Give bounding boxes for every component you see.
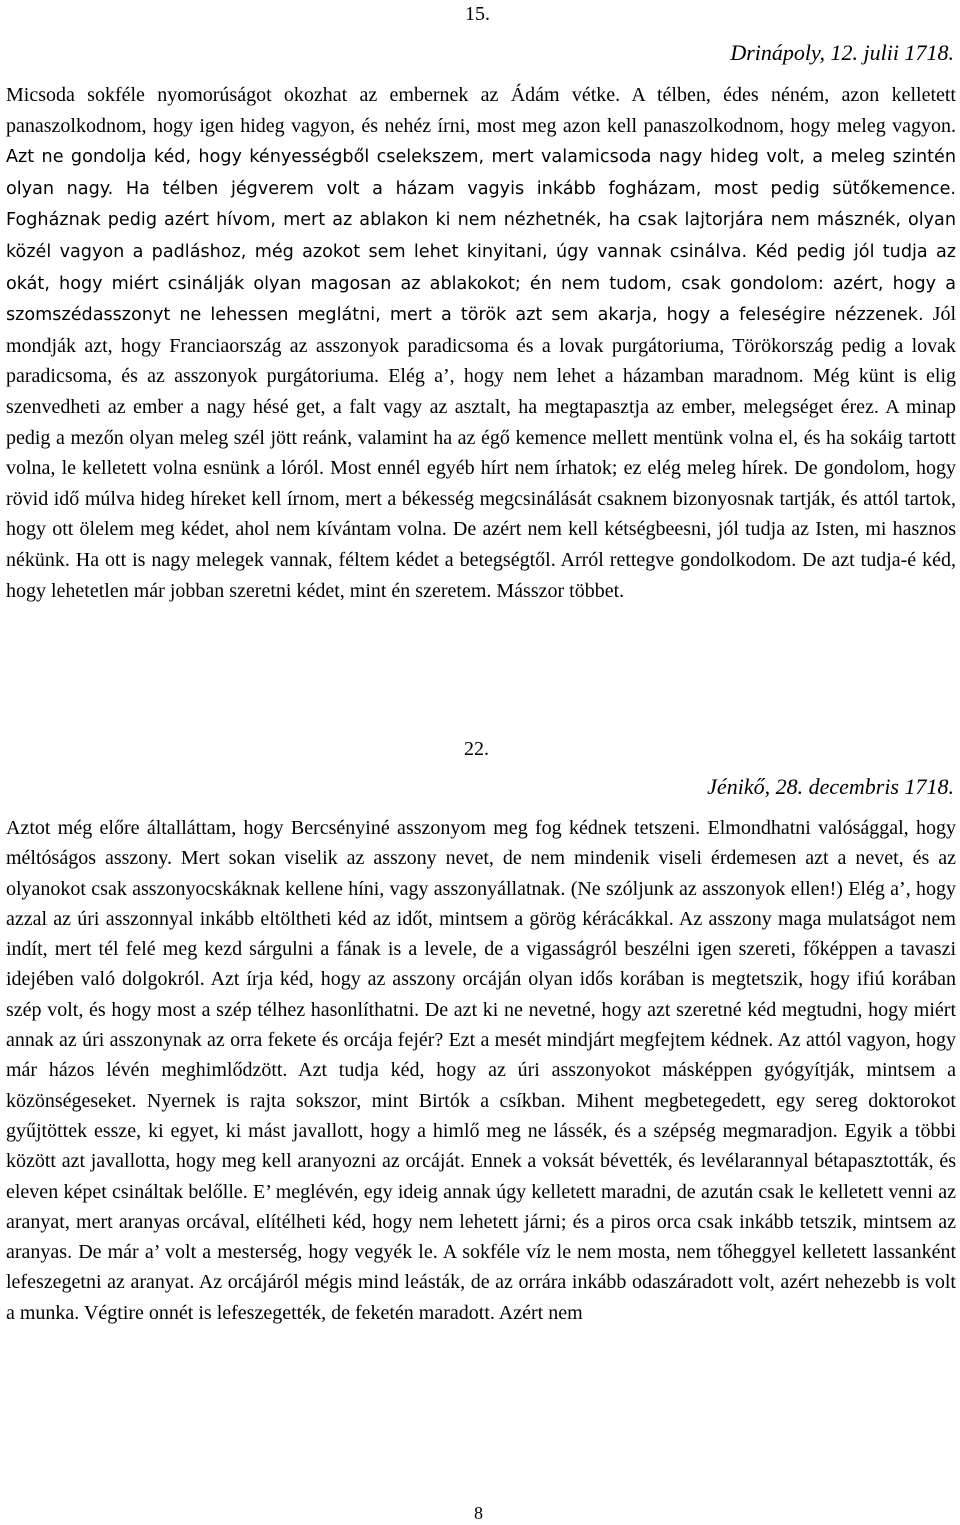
letter-paragraph-segment: Jól mondják azt, hogy Franciaország az asszonyok paradicsoma és a lovak purgátoriuma, Törökország pedig a lovak paradicsoma, és az asszonyok purgátoriuma. Elég a’, hogy nem lehet a házamban maradnom. Még künt is elig szenvedheti az ember a nagy hésé get, a falt vagy az asztalt, ha megtapasztja az ember, melegséget érez. A minap pedig a mezőn olyan meleg szél jött reánk, valamint ha az égő kemence mellett mentünk volna el, és ha sokáig tartott volna, le kelletett volna esnünk a lóról. Most ennél egyéb hírt nem írhatok; ez elég meleg hírek. De gondolom, hogy rövid idő múlva hideg híreket kell írnom, mert a békesség megcsinálását csaknem bizonyosnak tartják, és attól tartok, hogy ott ölelem meg kédet, ahol nem kívántam volna. De azért nem kell kétségbeesni, jól tudja az Isten, mi hasznos nékünk. Ha ott is nagy melegek vannak, féltem kédet a betegségtől. Arról rettegve gondolkodom. De azt tudja-é kéd, hogy lehetetlen már jobban szeretni kédet, mint én szeretem. Másszor többet. [6, 303, 956, 602]
letter-paragraph-segment: Micsoda sokféle nyomorúságot okozhat az embernek az Ádám vétke. A télben, édes néném, azon kelletett panaszolkodnom, hogy igen hideg vagyon, és nehéz írni, most meg azon kell panaszolkodnom, hogy meleg vagyon. [6, 84, 956, 137]
letter-dateline: Jénikő, 28. decembris 1718. [707, 774, 954, 799]
page-number: 8 [474, 1503, 483, 1523]
letter-body [6, 80, 956, 606]
letter-number: 22. [464, 738, 489, 760]
letter-number: 15. [465, 3, 490, 25]
letter-body: Aztot még előre általláttam, hogy Bercsényiné asszonyom meg fog kédnek tetszeni. Elmondhatni valósággal, hogy méltóságos asszony. Mert sokan viselik az asszony nevet, de nem mindenik viseli érdemesen azt a nevet, és az olyanokot csak asszonyocskáknak kellene híni, vagy asszonyállatnak. (Ne szóljunk az asszonyok ellen!) Elég a’, hogy azzal az úri asszonnyal inkább eltöltheti kéd az időt, mintsem a görög kérácákkal. Az asszony maga mulatságot nem indít, mert tél felé meg kezd sárgulni a fának is a levele, de a vigasságról beszélni igen szereti, főképpen a tavaszi idejében való dolgokról. Azt írja kéd, hogy az asszony orcáján olyan idős korában is megtetszik, hogy ifiú korában szép volt, és hogy most a szép télhez hasonlíthatni. De azt ki ne nevetné, hogy azt szeretné kéd megtudni, hogy miért annak az úri asszonynak az orra fekete és orcája fejér? Ezt a mesét mindjárt megfejtem kédnek. Az attól vagyon, hogy már házos lévén meghimlődzött. Azt tudja kéd, hogy az úri asszonyokot másképpen gyógyítják, mintsem a közönségeseket. Nyernek is rajta sokszor, mint Birtók a csíkban. Mihent megbetegedett, egy sereg doktorokot gyűjtöttek essze, ki egyet, ki mást javallott, hogy a himlő meg ne lássék, és a szépség megmaradjon. Egyik a többi között azt javallotta, hogy meg kell aranyozni az orcáját. Ennek a voksát bévették, és levélarannyal bétapasztották, és eleven képet csináltak belőlle. E’ meglévén, egy ideig annak úgy kelletett maradni, de azután csak le kelletett venni az aranyat, mert aranyas orcával, elítélheti kéd, hogy nem lehetett járni; és a piros orca csak inkább tetszik, mintsem az aranyas. De már a’ volt a mesterség, hogy vegyék le. A sokféle víz le nem mosta, nem tőheggyel kelletett lassanként lefeszegetni az aranyat. Az orcájáról mégis mind leásták, de az orrára inkább odaszáradott volt, azért nehezebb is volt a munka. Végtire onnét is lefeszegették, de feketén maradott. Azért nem [6, 817, 956, 1324]
letter-dateline: Drinápoly, 12. julii 1718. [730, 40, 954, 65]
letter-paragraph-segment: Azt ne gondolja kéd, hogy kényességből cselekszem, mert valamicsoda nagy hideg volt, a meleg szintén olyan nagy. Ha télben jégverem volt a házam vagyis inkább fogházam, most pedig sütőkemence. Fogháznak pedig azért hívom, mert az ablakon ki nem nézhetnék, ha csak lajtorjára nem másznék, olyan közél vagyon a padláshoz, még azokot sem lehet kinyitani, úgy vannak csinálva. Kéd pedig jól tudja az okát, hogy miért csinálják olyan magosan az ablakokot; én nem tudom, csak gondolom: azért, hogy a szomszédasszonyt ne lehessen meglátni, mert a török azt sem akarja, hogy a feleségire nézzenek. [6, 147, 956, 326]
